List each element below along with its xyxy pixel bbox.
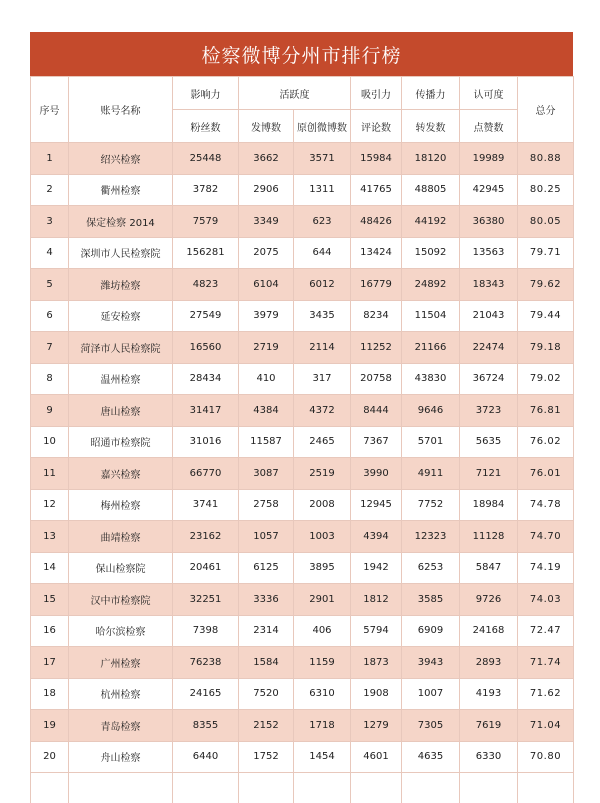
cell-total: 79.62 (518, 269, 574, 301)
header-reposts: 转发数 (402, 110, 460, 143)
header-approval: 认可度 (460, 77, 518, 110)
header-seq: 序号 (31, 77, 69, 143)
cell-seq: 12 (31, 489, 69, 521)
cell-seq: 4 (31, 237, 69, 269)
cell-likes: 5847 (460, 552, 518, 584)
cell-seq: 10 (31, 426, 69, 458)
cell-posts: 2758 (239, 489, 294, 521)
cell-total: 74.03 (518, 584, 574, 616)
empty-cell (294, 773, 351, 803)
cell-fans: 8355 (173, 710, 239, 742)
cell-account-name: 青岛检察 (69, 710, 173, 742)
cell-posts: 2075 (239, 237, 294, 269)
cell-original: 317 (294, 363, 351, 395)
cell-posts: 3087 (239, 458, 294, 490)
cell-fans: 25448 (173, 143, 239, 175)
cell-seq: 6 (31, 300, 69, 332)
cell-account-name: 哈尔滨检察 (69, 615, 173, 647)
cell-fans: 23162 (173, 521, 239, 553)
cell-reposts: 6909 (402, 615, 460, 647)
cell-likes: 3723 (460, 395, 518, 427)
cell-posts: 3349 (239, 206, 294, 238)
cell-account-name: 保定检察 2014 (69, 206, 173, 238)
cell-fans: 31417 (173, 395, 239, 427)
cell-reposts: 43830 (402, 363, 460, 395)
cell-seq: 19 (31, 710, 69, 742)
table-row (31, 206, 574, 238)
header-total: 总分 (518, 77, 574, 143)
table-row (31, 521, 574, 553)
cell-comments: 1873 (351, 647, 402, 679)
table-row (31, 615, 574, 647)
cell-fans: 7579 (173, 206, 239, 238)
cell-likes: 18343 (460, 269, 518, 301)
cell-total: 79.71 (518, 237, 574, 269)
cell-total: 74.78 (518, 489, 574, 521)
cell-seq: 7 (31, 332, 69, 364)
cell-posts: 11587 (239, 426, 294, 458)
cell-total: 80.88 (518, 143, 574, 175)
cell-comments: 7367 (351, 426, 402, 458)
cell-posts: 3979 (239, 300, 294, 332)
table-row (31, 332, 574, 364)
cell-fans: 3741 (173, 489, 239, 521)
cell-total: 80.05 (518, 206, 574, 238)
cell-reposts: 4635 (402, 741, 460, 773)
cell-comments: 5794 (351, 615, 402, 647)
cell-total: 71.04 (518, 710, 574, 742)
cell-original: 1454 (294, 741, 351, 773)
cell-likes: 6330 (460, 741, 518, 773)
cell-reposts: 11504 (402, 300, 460, 332)
cell-likes: 7121 (460, 458, 518, 490)
cell-likes: 2893 (460, 647, 518, 679)
cell-original: 6012 (294, 269, 351, 301)
cell-comments: 48426 (351, 206, 402, 238)
cell-likes: 11128 (460, 521, 518, 553)
cell-comments: 4394 (351, 521, 402, 553)
cell-reposts: 1007 (402, 678, 460, 710)
table-header (31, 77, 574, 143)
cell-seq: 2 (31, 174, 69, 206)
cell-original: 644 (294, 237, 351, 269)
table-row (31, 395, 574, 427)
cell-comments: 1942 (351, 552, 402, 584)
cell-original: 3895 (294, 552, 351, 584)
cell-original: 2465 (294, 426, 351, 458)
table-row (31, 489, 574, 521)
cell-likes: 19989 (460, 143, 518, 175)
cell-total: 70.80 (518, 741, 574, 773)
cell-total: 79.02 (518, 363, 574, 395)
header-likes: 点赞数 (460, 110, 518, 143)
table-body (31, 143, 574, 803)
cell-account-name: 菏泽市人民检察院 (69, 332, 173, 364)
empty-cell (518, 773, 574, 803)
header-activity: 活跃度 (239, 77, 351, 110)
cell-posts: 7520 (239, 678, 294, 710)
cell-seq: 5 (31, 269, 69, 301)
cell-account-name: 杭州检察 (69, 678, 173, 710)
cell-reposts: 9646 (402, 395, 460, 427)
cell-comments: 15984 (351, 143, 402, 175)
cell-original: 1311 (294, 174, 351, 206)
cell-posts: 2719 (239, 332, 294, 364)
cell-account-name: 曲靖检察 (69, 521, 173, 553)
empty-cell (402, 773, 460, 803)
cell-account-name: 深圳市人民检察院 (69, 237, 173, 269)
cell-account-name: 保山检察院 (69, 552, 173, 584)
cell-reposts: 24892 (402, 269, 460, 301)
cell-account-name: 汉中市检察院 (69, 584, 173, 616)
cell-total: 79.44 (518, 300, 574, 332)
empty-cell (239, 773, 294, 803)
cell-seq: 3 (31, 206, 69, 238)
cell-fans: 3782 (173, 174, 239, 206)
cell-comments: 8444 (351, 395, 402, 427)
cell-comments: 16779 (351, 269, 402, 301)
cell-fans: 24165 (173, 678, 239, 710)
cell-reposts: 5701 (402, 426, 460, 458)
cell-reposts: 7305 (402, 710, 460, 742)
cell-comments: 20758 (351, 363, 402, 395)
cell-comments: 1279 (351, 710, 402, 742)
empty-cell (69, 773, 173, 803)
cell-account-name: 唐山检察 (69, 395, 173, 427)
cell-likes: 42945 (460, 174, 518, 206)
cell-reposts: 21166 (402, 332, 460, 364)
cell-original: 2519 (294, 458, 351, 490)
cell-original: 406 (294, 615, 351, 647)
cell-original: 1003 (294, 521, 351, 553)
cell-reposts: 3943 (402, 647, 460, 679)
cell-posts: 2906 (239, 174, 294, 206)
cell-fans: 16560 (173, 332, 239, 364)
cell-account-name: 梅州检察 (69, 489, 173, 521)
table-row (31, 584, 574, 616)
cell-total: 76.02 (518, 426, 574, 458)
table-row (31, 426, 574, 458)
cell-likes: 5635 (460, 426, 518, 458)
header-original: 原创微博数 (294, 110, 351, 143)
cell-original: 2008 (294, 489, 351, 521)
cell-comments: 12945 (351, 489, 402, 521)
cell-seq: 18 (31, 678, 69, 710)
cell-posts: 3662 (239, 143, 294, 175)
cell-account-name: 衢州检察 (69, 174, 173, 206)
cell-original: 3435 (294, 300, 351, 332)
header-attraction: 吸引力 (351, 77, 402, 110)
cell-reposts: 4911 (402, 458, 460, 490)
cell-posts: 6125 (239, 552, 294, 584)
empty-cell (460, 773, 518, 803)
cell-posts: 1584 (239, 647, 294, 679)
cell-seq: 11 (31, 458, 69, 490)
cell-fans: 28434 (173, 363, 239, 395)
cell-account-name: 昭通市检察院 (69, 426, 173, 458)
header-influence: 影响力 (173, 77, 239, 110)
cell-original: 623 (294, 206, 351, 238)
cell-reposts: 12323 (402, 521, 460, 553)
cell-comments: 41765 (351, 174, 402, 206)
cell-comments: 3990 (351, 458, 402, 490)
header-posts: 发博数 (239, 110, 294, 143)
cell-reposts: 6253 (402, 552, 460, 584)
cell-account-name: 嘉兴检察 (69, 458, 173, 490)
cell-total: 80.25 (518, 174, 574, 206)
cell-posts: 2314 (239, 615, 294, 647)
cell-reposts: 48805 (402, 174, 460, 206)
cell-reposts: 15092 (402, 237, 460, 269)
cell-likes: 7619 (460, 710, 518, 742)
cell-reposts: 18120 (402, 143, 460, 175)
table-row (31, 458, 574, 490)
cell-total: 74.70 (518, 521, 574, 553)
cell-likes: 36380 (460, 206, 518, 238)
cell-likes: 18984 (460, 489, 518, 521)
cell-total: 79.18 (518, 332, 574, 364)
cell-likes: 13563 (460, 237, 518, 269)
cell-seq: 9 (31, 395, 69, 427)
cell-likes: 4193 (460, 678, 518, 710)
cell-total: 71.62 (518, 678, 574, 710)
cell-account-name: 潍坊检察 (69, 269, 173, 301)
cell-account-name: 绍兴检察 (69, 143, 173, 175)
cell-fans: 66770 (173, 458, 239, 490)
table-row (31, 174, 574, 206)
cell-original: 3571 (294, 143, 351, 175)
cell-posts: 1752 (239, 741, 294, 773)
empty-cell (31, 773, 69, 803)
cell-reposts: 3585 (402, 584, 460, 616)
cell-fans: 27549 (173, 300, 239, 332)
cell-comments: 4601 (351, 741, 402, 773)
cell-likes: 9726 (460, 584, 518, 616)
cell-posts: 410 (239, 363, 294, 395)
cell-total: 76.81 (518, 395, 574, 427)
cell-account-name: 广州检察 (69, 647, 173, 679)
cell-posts: 1057 (239, 521, 294, 553)
cell-seq: 1 (31, 143, 69, 175)
ranking-sheet (30, 32, 573, 803)
cell-seq: 14 (31, 552, 69, 584)
cell-comments: 11252 (351, 332, 402, 364)
cell-original: 6310 (294, 678, 351, 710)
table-row (31, 237, 574, 269)
cell-original: 2114 (294, 332, 351, 364)
cell-fans: 156281 (173, 237, 239, 269)
table-row (31, 710, 574, 742)
table-row (31, 269, 574, 301)
cell-fans: 32251 (173, 584, 239, 616)
cell-account-name: 温州检察 (69, 363, 173, 395)
header-account: 账号名称 (69, 77, 173, 143)
cell-likes: 21043 (460, 300, 518, 332)
cell-posts: 6104 (239, 269, 294, 301)
cell-reposts: 44192 (402, 206, 460, 238)
cell-fans: 76238 (173, 647, 239, 679)
cell-likes: 24168 (460, 615, 518, 647)
table-row (31, 552, 574, 584)
empty-cell (173, 773, 239, 803)
header-fans: 粉丝数 (173, 110, 239, 143)
cell-comments: 1908 (351, 678, 402, 710)
cell-account-name: 延安检察 (69, 300, 173, 332)
cell-comments: 8234 (351, 300, 402, 332)
cell-total: 72.47 (518, 615, 574, 647)
cell-seq: 15 (31, 584, 69, 616)
cell-likes: 22474 (460, 332, 518, 364)
table-row (31, 300, 574, 332)
page-title: 检察微博分州市排行榜 (30, 32, 573, 76)
cell-comments: 1812 (351, 584, 402, 616)
table-row (31, 143, 574, 175)
empty-cell (351, 773, 402, 803)
cell-posts: 3336 (239, 584, 294, 616)
cell-original: 4372 (294, 395, 351, 427)
empty-row (31, 773, 574, 803)
cell-posts: 2152 (239, 710, 294, 742)
table-row (31, 647, 574, 679)
cell-seq: 13 (31, 521, 69, 553)
table-row (31, 363, 574, 395)
cell-seq: 16 (31, 615, 69, 647)
cell-original: 1718 (294, 710, 351, 742)
cell-fans: 6440 (173, 741, 239, 773)
cell-original: 2901 (294, 584, 351, 616)
header-spread: 传播力 (402, 77, 460, 110)
cell-account-name: 舟山检察 (69, 741, 173, 773)
cell-likes: 36724 (460, 363, 518, 395)
table-row (31, 678, 574, 710)
cell-fans: 7398 (173, 615, 239, 647)
cell-fans: 4823 (173, 269, 239, 301)
cell-seq: 17 (31, 647, 69, 679)
cell-seq: 8 (31, 363, 69, 395)
cell-fans: 20461 (173, 552, 239, 584)
cell-fans: 31016 (173, 426, 239, 458)
cell-total: 74.19 (518, 552, 574, 584)
ranking-table (30, 76, 574, 803)
table-row (31, 741, 574, 773)
cell-original: 1159 (294, 647, 351, 679)
cell-posts: 4384 (239, 395, 294, 427)
cell-total: 76.01 (518, 458, 574, 490)
cell-comments: 13424 (351, 237, 402, 269)
cell-reposts: 7752 (402, 489, 460, 521)
cell-seq: 20 (31, 741, 69, 773)
header-comments: 评论数 (351, 110, 402, 143)
cell-total: 71.74 (518, 647, 574, 679)
